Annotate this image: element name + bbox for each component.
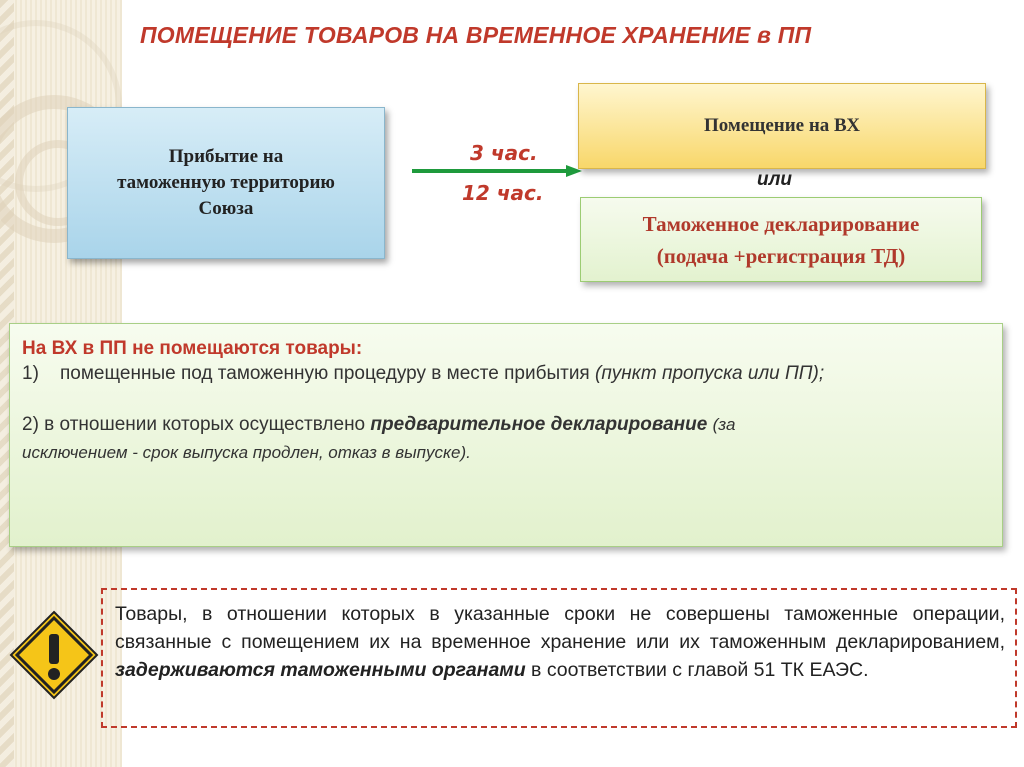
warning-text-start: Товары, в отношении которых в указанные сроки не совершены таможенные операции, связанные с помещением их на временное хранение или их таможенным декларированием,: [115, 603, 1005, 653]
rule-item-1-text: помещенные под таможенную процедуру в месте прибытия: [60, 363, 590, 384]
rules-heading: На ВХ в ПП не помещаются товары:: [22, 338, 363, 359]
exclamation-warning-icon: [9, 610, 99, 700]
rule-item-1-number: 1): [22, 363, 39, 384]
or-label: или: [757, 169, 793, 190]
warning-text-end: в соответствии с главой 51 ТК ЕАЭС.: [531, 659, 869, 681]
rule-item-2-note-open: (за: [712, 415, 736, 434]
placement-label: Помещение на ВХ: [704, 115, 860, 136]
arrival-line-2: таможенную территорию: [117, 172, 335, 193]
warning-box: [101, 588, 1017, 728]
deadline-12-hours: 12 час.: [462, 181, 544, 205]
arrival-box: [67, 107, 385, 259]
declaration-line-1: Таможенное декларирование: [642, 212, 920, 236]
arrival-line-1: Прибытие на: [168, 146, 284, 167]
rule-item-1: [22, 361, 988, 387]
arrival-line-3: Союза: [198, 198, 254, 219]
rules-box: [9, 323, 1003, 547]
rule-item-2: [22, 411, 988, 467]
warning-sign: [9, 610, 99, 700]
right-arrow-icon: [412, 165, 582, 177]
deadline-3-hours: 3 час.: [470, 141, 538, 165]
rule-item-2-note-rest: исключением - срок выпуска продлен, отказ в выпуске).: [22, 443, 471, 462]
rule-item-2-prefix: 2) в отношении которых осуществлено: [22, 414, 366, 435]
rule-item-2-emphasis: предварительное декларирование: [370, 414, 708, 435]
warning-text-emphasis: задерживаются таможенными органами: [115, 659, 526, 681]
declaration-line-2: (подача +регистрация ТД): [656, 244, 906, 268]
rule-item-1-note: (пункт пропуска или ПП);: [595, 363, 825, 384]
declaration-box: [580, 197, 982, 282]
slide-title: ПОМЕЩЕНИЕ ТОВАРОВ НА ВРЕМЕННОЕ ХРАНЕНИЕ в ПП: [140, 22, 812, 48]
rule-item-1-body: [60, 361, 988, 387]
placement-box: [578, 83, 986, 169]
